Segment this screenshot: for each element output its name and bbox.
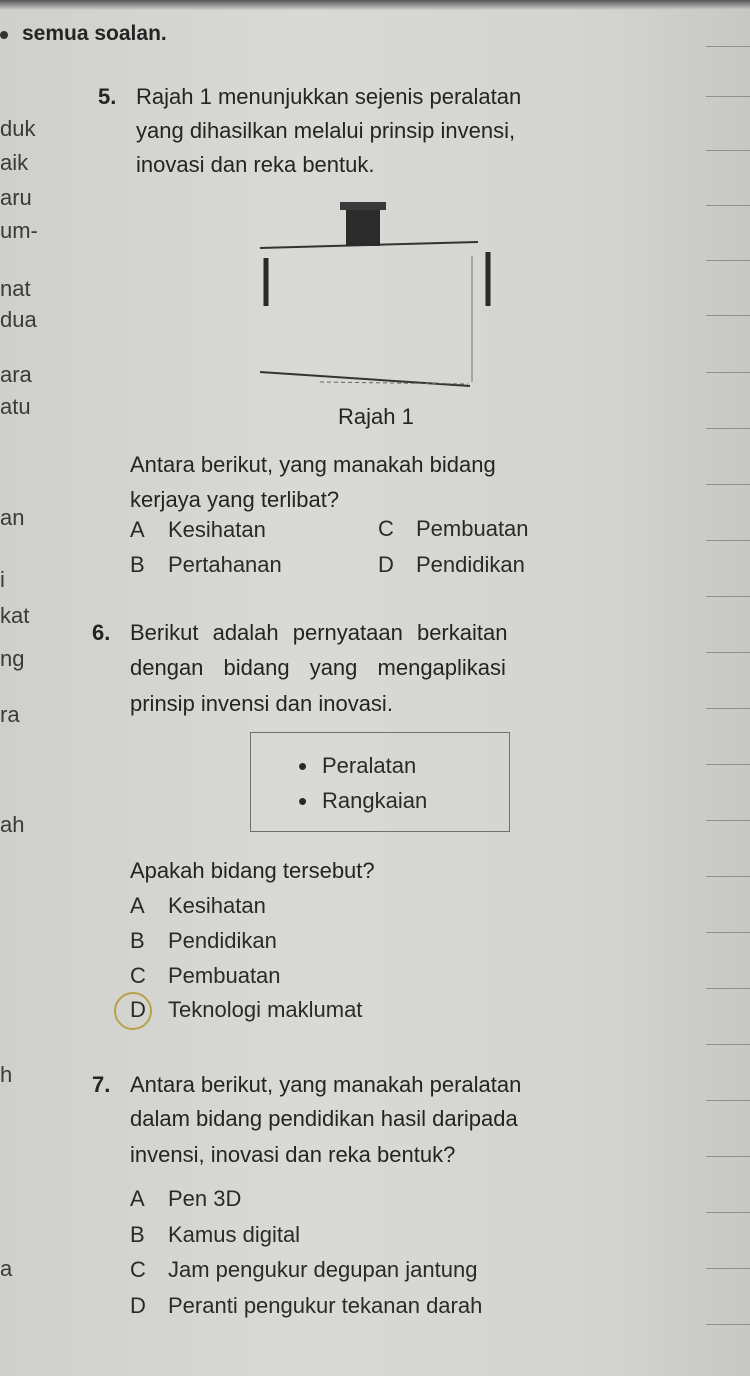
option-d[interactable]: D Peranti pengukur tekanan darah (130, 1293, 483, 1318)
margin-fragment: nat (0, 276, 31, 301)
option-a[interactable]: A Kesihatan (130, 517, 266, 542)
question-number: 6. (92, 620, 111, 645)
margin-fragment: i (0, 567, 5, 592)
question-text: invensi, inovasi dan reka bentuk? (130, 1142, 456, 1167)
margin-fragment: an (0, 505, 25, 530)
option-a[interactable]: A Kesihatan (130, 893, 266, 918)
question-text: inovasi dan reka bentuk. (136, 152, 375, 177)
question-number: 5. (98, 84, 117, 109)
answer-circle-mark (114, 992, 152, 1030)
option-d[interactable]: D Teknologi maklumat (130, 997, 363, 1022)
statement-box (250, 732, 510, 832)
option-b[interactable]: B Pertahanan (130, 552, 282, 577)
option-d[interactable]: D Pendidikan (378, 552, 525, 577)
margin-fragment: duk (0, 116, 36, 141)
figure-caption: Rajah 1 (338, 404, 414, 429)
option-a[interactable]: A Pen 3D (130, 1186, 242, 1211)
question-text: prinsip invensi dan inovasi. (130, 691, 393, 716)
rajah-1-figure (240, 196, 510, 396)
question-prompt: Antara berikut, yang manakah bidang (130, 452, 496, 477)
margin-fragment: h (0, 1062, 13, 1087)
question-text: Rajah 1 menunjukkan sejenis peralatan (136, 84, 522, 109)
option-b[interactable]: B Pendidikan (130, 928, 277, 953)
option-c[interactable]: C Jam pengukur degupan jantung (130, 1257, 478, 1282)
box-item: • Peralatan (322, 753, 416, 779)
question-text: dalam bidang pendidikan hasil daripada (130, 1106, 518, 1131)
header-edge (0, 0, 750, 10)
margin-fragment: ara (0, 362, 32, 387)
margin-fragment: ra (0, 702, 20, 727)
margin-fragment: kat (0, 603, 30, 628)
margin-fragment: atu (0, 394, 31, 419)
option-b[interactable]: B Kamus digital (130, 1222, 301, 1247)
margin-fragment: ng (0, 646, 25, 671)
question-text: yang dihasilkan melalui prinsip invensi, (136, 118, 516, 143)
question-prompt: kerjaya yang terlibat? (130, 487, 340, 512)
margin-fragment: ah (0, 812, 25, 837)
margin-fragment: a (0, 1256, 13, 1281)
question-text: Antara berikut, yang manakah peralatan (130, 1072, 522, 1097)
option-c[interactable]: C Pembuatan (378, 516, 529, 541)
option-c[interactable]: C Pembuatan (130, 963, 281, 988)
margin-fragment: aru (0, 185, 32, 210)
header-bullet (0, 31, 8, 39)
question-text: Berikut adalah pernyataan berkaitan (130, 620, 508, 645)
question-prompt: Apakah bidang tersebut? (130, 858, 375, 883)
margin-fragment: um- (0, 218, 38, 243)
question-number: 7. (92, 1072, 111, 1097)
question-text: dengan bidang yang mengaplikasi (130, 655, 506, 680)
box-item: • Rangkaian (322, 788, 427, 814)
margin-fragment: aik (0, 150, 29, 175)
margin-fragment: dua (0, 307, 37, 332)
header-text: semua soalan. (22, 22, 167, 45)
